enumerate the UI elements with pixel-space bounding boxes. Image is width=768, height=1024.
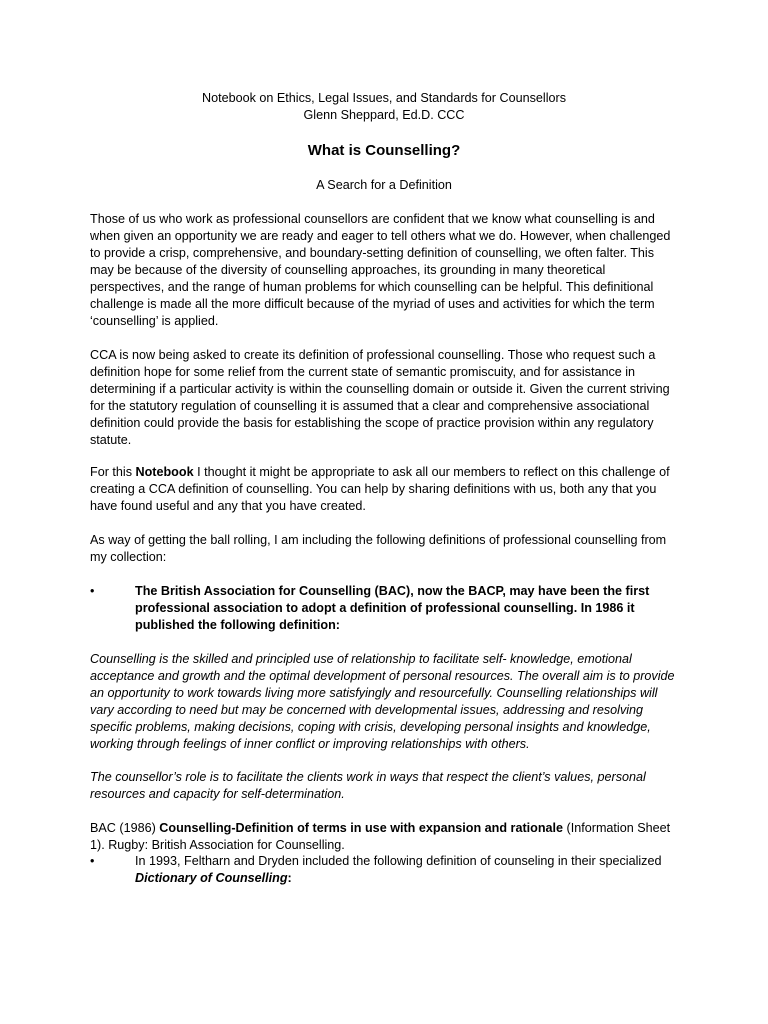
bullet-text-feltham-before: In 1993, Feltharn and Dryden included the following definition of counseling in their specialized bbox=[135, 854, 662, 868]
bullet-text-feltham-after: : bbox=[287, 871, 292, 885]
paragraph-notebook bbox=[90, 464, 680, 515]
reference-before: BAC (1986) bbox=[90, 821, 160, 835]
paragraph-collection: As way of getting the ball rolling, I am including the following definitions of professional counselling from my collection: bbox=[90, 533, 667, 564]
bullet-symbol: • bbox=[90, 584, 95, 598]
reference-citation bbox=[90, 820, 680, 854]
paragraph-notebook-bold: Notebook bbox=[135, 465, 194, 479]
header-author: Glenn Sheppard, Ed.D. CCC bbox=[303, 108, 465, 122]
paragraph-cca: CCA is now being asked to create its definition of professional counselling. Those who request such a definition hope for some relief from the current state of semantic promiscuity, and for assistance in determining if a particular activity is within the counselling domain or outside it. Given the current striving for the statutory regulation of counselling it is assumed that a clear and comprehensive associational definition could provide the basis for establishing the scope of practice provision within any regulatory statute. bbox=[90, 348, 670, 447]
paragraph-notebook-before: For this bbox=[90, 465, 136, 479]
document-subtitle: A Search for a Definition bbox=[316, 178, 452, 192]
paragraph-intro: Those of us who work as professional counsellors are confident that we know what counselling is and when given an opportunity we are ready and eager to tell others what we do. However, when challenged to provide a crisp, comprehensive, and boundary-setting definition of counselling, we often falter. This may be because of the diversity of counselling approaches, its grounding in many theoretical perspectives, and the range of human problems for which counselling can be helpful. This definitional challenge is made all the more difficult because of the myriad of uses and activities for which the term ‘counselling’ is applied. bbox=[90, 212, 671, 328]
bullet-text-feltham-italic: Dictionary of Counselling bbox=[135, 871, 288, 885]
paragraph-notebook-after: I thought it might be appropriate to ask all our members to reflect on this challenge of creating a CCA definition of counselling. You can help by sharing definitions with us, both any that you have found useful and any that you have created. bbox=[90, 465, 670, 513]
bullet-text-bac: The British Association for Counselling (BAC), now the BACP, may have been the first professional association to adopt a definition of professional counselling. In 1986 it published the following definition: bbox=[135, 584, 650, 632]
bullet-symbol: • bbox=[90, 854, 95, 868]
quote-role: The counsellor’s role is to facilitate the clients work in ways that respect the client’s values, personal resources and capacity for self-determination. bbox=[90, 770, 646, 801]
reference-bold: Counselling-Definition of terms in use with expansion and rationale bbox=[159, 821, 564, 835]
quote-definition: Counselling is the skilled and principled use of relationship to facilitate self- knowledge, emotional acceptance and growth and the optimal development of personal resources. The overall aim is to provide an opportunity to work towards living more satisfyingly and resourcefully. Counselling relationships will vary according to need but may be concerned with developmental issues, addressing and resolving specific problems, making decisions, coping with crisis, developing personal insights and knowledge, working through feelings of inner conflict or improving relationships with others. bbox=[90, 652, 675, 751]
bullet-text-feltham bbox=[135, 853, 680, 887]
header-title: Notebook on Ethics, Legal Issues, and Standards for Counsellors bbox=[201, 91, 567, 105]
document-title: What is Counselling? bbox=[307, 142, 461, 159]
reference-after: (Information Sheet 1). Rugby: British Association for Counselling. bbox=[90, 821, 671, 852]
